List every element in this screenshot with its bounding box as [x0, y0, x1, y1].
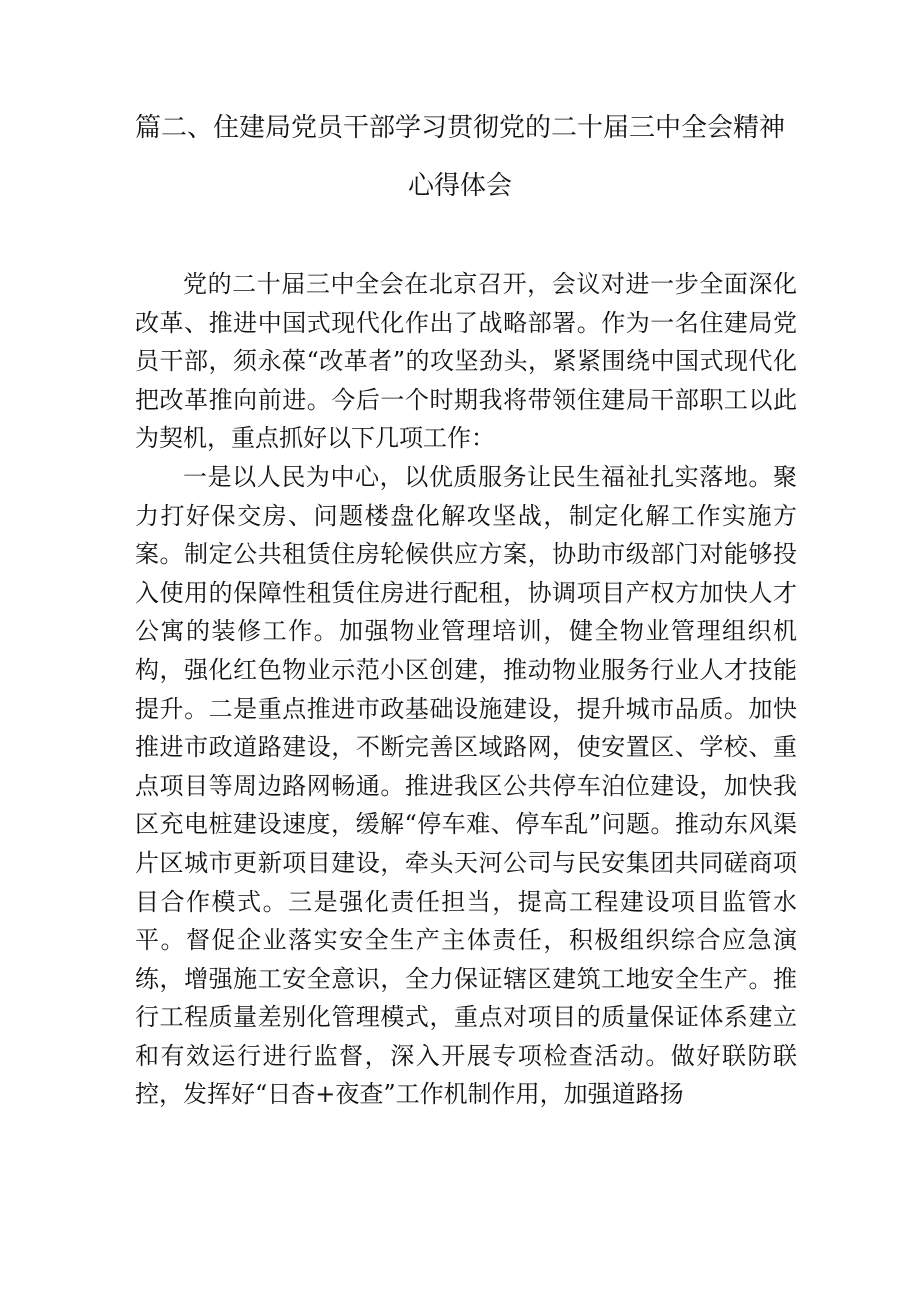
paragraph-intro: 党的二十届三中全会在北京召开，会议对进一步全面深化改革、推进中国式现代化作出了战略部署。作为一名住建局党员干部，须永葆“改革者”的攻坚劲头，紧紧围绕中国式现代化把改革推向前进。今后一个时期我将带领住建局干部职工以此为契机，重点抓好以下几项工作：: [135, 270, 797, 453]
document-title-line-1: 篇二、住建局党员干部学习贯彻党的二十届三中全会精神: [134, 113, 785, 143]
document-title-line-2: 心得体会: [407, 171, 512, 201]
paragraph-main: 一是以人民为中心，以优质服务让民生福祉扎实落地。聚力打好保交房、问题楼盘化解攻坚战，制定化解工作实施方案。制定公共租赁住房轮候供应方案，协助市级部门对能够投入使用的保障性租赁住房进行配租，协调项目产权方加快人才公寓的装修工作。加强物业管理培训，健全物业管理组织机构，强化红色物业示范小区创建，推动物业服务行业人才技能提升。二是重点推进市政基础设施建设，提升城市品质。加快推进市政道路建设，不断完善区域路网，使安置区、学校、重点项目等周边路网畅通。推进我区公共停车泊位建设，加快我区充电桩建设速度，缓解“停车难、停车乱”问题。推动东风渠片区城市更新项目建设，牵头天河公司与民安集团共同磋商项目合作模式。三是强化责任担当，提高工程建设项目监管水平。督促企业落实安全生产主体责任，积极组织综合应急演练，增强施工安全意识，全力保证辖区建筑工地安全生产。推行工程质量差别化管理模式，重点对项目的质量保证体系建立和有效运行进行监督，深入开展专项检查活动。做好联防联控，发挥好“日杳+夜查”工作机制作用，加强道路扬: [135, 462, 797, 1109]
document-body: [135, 265, 797, 1114]
